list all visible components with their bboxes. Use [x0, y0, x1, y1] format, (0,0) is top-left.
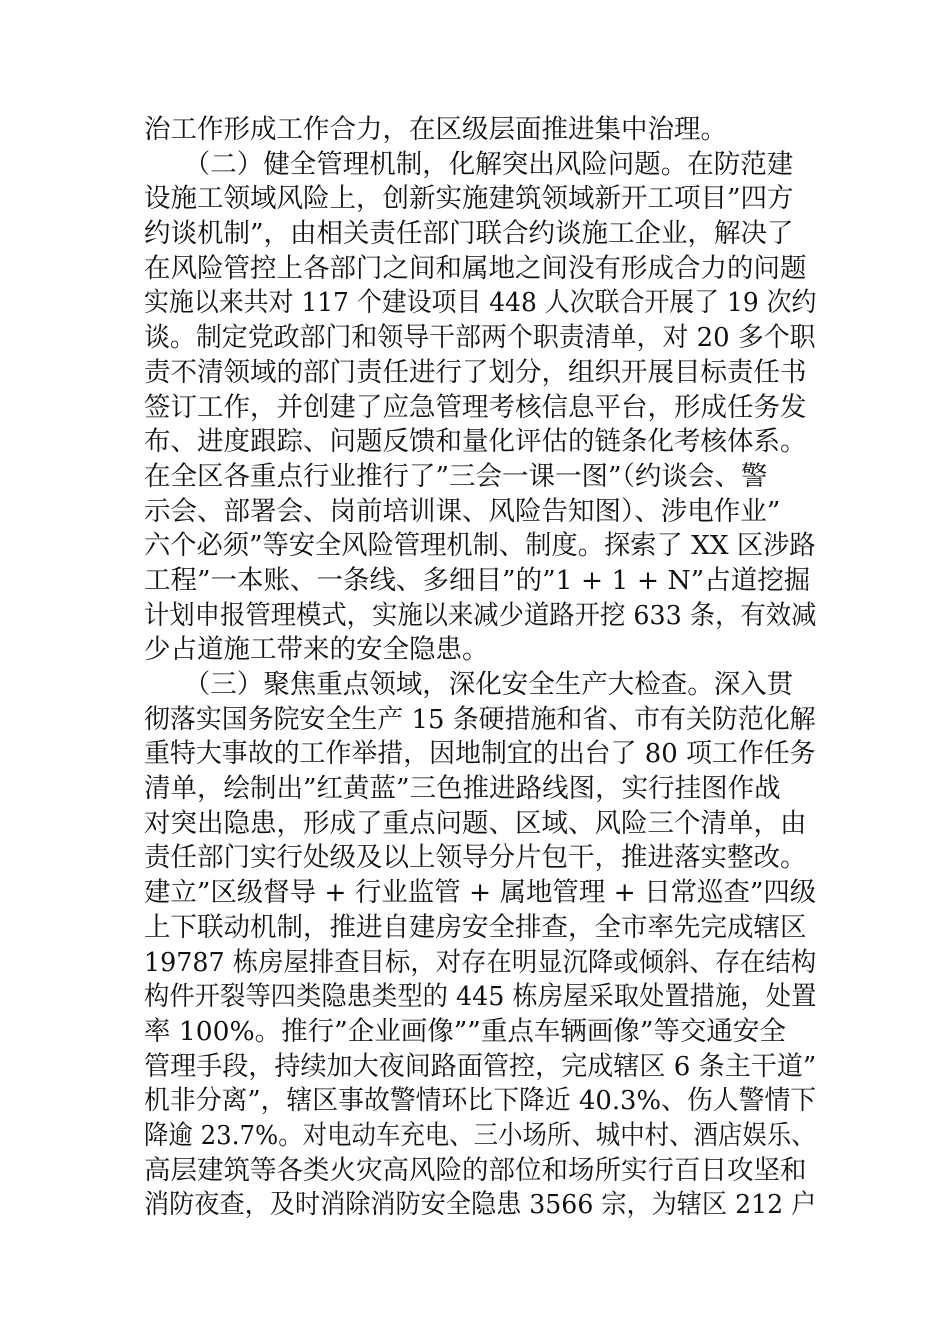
text-line: 计划申报管理模式，实施以来减少道路开挖 633 条，有效减: [144, 599, 817, 631]
text-line: 高层建筑等各类火灾高风险的部位和场所实行百日攻坚和: [144, 1154, 807, 1186]
text-line: 对突出隐患，形成了重点问题、区域、风险三个清单，由: [144, 807, 807, 839]
text-line: 在风险管控上各部门之间和属地之间没有形成合力的问题: [144, 252, 807, 284]
text-line: 实施以来共对 117 个建设项目 448 人次联合开展了 19 次约: [144, 287, 817, 319]
text-line: 机非分离”，辖区事故警情环比下降近 40.3%、伤人警情下: [144, 1085, 817, 1117]
text-line: 在全区各重点行业推行了”三会一课一图”（约谈会、警: [144, 460, 768, 492]
text-line: 构件开裂等四类隐患类型的 445 栋房屋采取处置措施，处置: [144, 981, 817, 1013]
text-line: 重特大事故的工作举措，因地制宜的出台了 80 项工作任务: [144, 738, 816, 770]
text-line: （三）聚焦重点领域，深化安全生产大检查。深入贯: [144, 669, 794, 700]
text-line: 降逾 23.7%。对电动车充电、三小场所、城中村、酒店娱乐、: [144, 1119, 816, 1151]
text-line: 治工作形成工作合力，在区级层面推进集中治理。: [144, 114, 727, 145]
text-line: 签订工作，并创建了应急管理考核信息平台，形成任务发: [144, 391, 807, 423]
text-line: 彻落实国务院安全生产 15 条硬措施和省、市有关防范化解: [144, 703, 816, 735]
body-text: [144, 113, 816, 1223]
text-line: 19787 栋房屋排查目标，对存在明显沉降或倾斜、存在结构: [144, 946, 817, 978]
text-line: 管理手段，持续加大夜间路面管控，完成辖区 6 条主干道”: [144, 1050, 817, 1082]
text-line: 责不清领域的部门责任进行了划分，组织开展目标责任书: [144, 356, 807, 388]
text-line: 布、进度跟踪、问题反馈和量化评估的链条化考核体系。: [144, 426, 807, 458]
text-line: 设施工领域风险上，创新实施建筑领域新开工项目”四方: [144, 183, 794, 215]
text-line: 率 100%。推行”企业画像””重点车辆画像”等交通安全: [144, 1015, 786, 1047]
text-line: 谈。制定党政部门和领导干部两个职责清单，对 20 多个职: [144, 322, 816, 354]
text-line: 上下联动机制，推进自建房安全排查，全市率先完成辖区: [144, 911, 807, 943]
text-line: 责任部门实行处级及以上领导分片包干，推进落实整改。: [144, 842, 807, 874]
text-line: 示会、部署会、岗前培训课、风险告知图）、涉电作业”: [144, 495, 781, 527]
text-line: 消防夜查，及时消除消防安全隐患 3566 宗，为辖区 212 户: [144, 1189, 817, 1221]
text-line: 工程”一本账、一条线、多细目”的”1 + 1 + N”占道挖掘: [144, 564, 811, 596]
text-line: （二）健全管理机制，化解突出风险问题。在防范建: [144, 148, 794, 180]
text-line: 清单，绘制出”红黄蓝”三色推进路线图，实行挂图作战: [144, 773, 781, 805]
text-line: 少占道施工带来的安全隐患。: [144, 634, 489, 666]
text-line: 建立”区级督导 + 行业监管 + 属地管理 + 日常巡查”四级: [144, 877, 817, 909]
text-line: 约谈机制”，由相关责任部门联合约谈施工企业，解决了: [144, 218, 794, 250]
text-line: 六个必须”等安全风险管理机制、制度。探索了 XX 区涉路: [144, 530, 816, 562]
